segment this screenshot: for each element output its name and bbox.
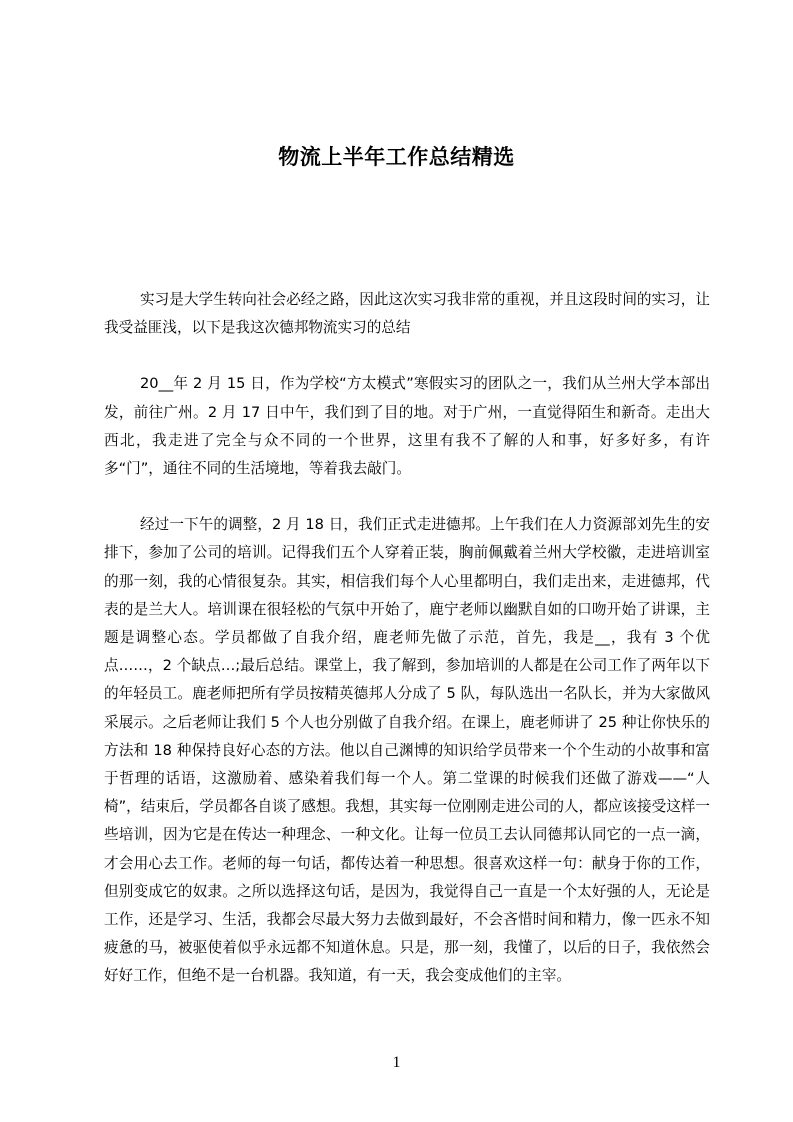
document-body — [104, 286, 710, 991]
paragraph-intro: 实习是大学生转向社会必经之路，因此这次实习我非常的重视，并且这段时间的实习，让我受益匪浅，以下是我这次德邦物流实习的总结 — [104, 291, 710, 337]
paragraph-training: 经过一下午的调整，2 月 18 日，我们正式走进德邦。上午我们在人力资源部刘先生的安排下，参加了公司的培训。记得我们五个人穿着正装，胸前佩戴着兰州大学校徽，走进培训室的那一刻，我的心情很复杂。其实，相信我们每个人心里都明白，我们走出来，走进德邦，代表的是兰大人。培训课在很轻松的气氛中开始了，鹿宁老师以幽默自如的口吻开始了讲课，主题是调整心态。学员都做了自我介绍，鹿老师先做了示范，首先，我是__，我有 3 个优点……，2 个缺点…;最后总结。课堂上，我了解到，参加培训的人都是在公司工作了两年以下的年轻员工。鹿老师把所有学员按精英德邦人分成了 5 队，每队选出一名队长，并为大家做风采展示。之后老师让我们 5 个人也分别做了自我介绍。在课上，鹿老师讲了 25 种让你快乐的方法和 18 种保持良好心态的方法。他以自己渊博的知识给学员带来一个个生动的小故事和富于哲理的话语，这激励着、感染着我们每一个人。第二堂课的时候我们还做了游戏——“人椅”，结束后，学员都各自谈了感想。我想，其实每一位刚刚走进公司的人，都应该接受这样一些培训，因为它是在传达一种理念、一种文化。让每一位员工去认同德邦认同它的一点一滴，才会用心去工作。老师的每一句话，都传达着一种思想。很喜欢这样一句：献身于你的工作，但别变成它的奴隶。之所以选择这句话，是因为，我觉得自己一直是一个太好强的人，无论是工作，还是学习、生活，我都会尽最大努力去做到最好，不会吝惜时间和精力，像一匹永不知疲惫的马，被驱使着似乎永远都不知道休息。只是，那一刻，我懂了，以后的日子，我依然会好好工作，但绝不是一台机器。我知道，有一天，我会变成他们的主宰。 — [104, 516, 710, 985]
document-title: 物流上半年工作总结精选 — [278, 145, 515, 169]
paragraph-departure: 20__年 2 月 15 日，作为学校“方太模式”寒假实习的团队之一，我们从兰州大学本部出发，前往广州。2 月 17 日中午，我们到了目的地。对于广州，一直觉得陌生和新奇。走出大西北，我走进了完全与众不同的一个世界，这里有我不了解的人和事，好多好多，有许多“门”，通往不同的生活境地，等着我去敲门。 — [104, 375, 710, 478]
page-number: 1 — [392, 1054, 401, 1071]
